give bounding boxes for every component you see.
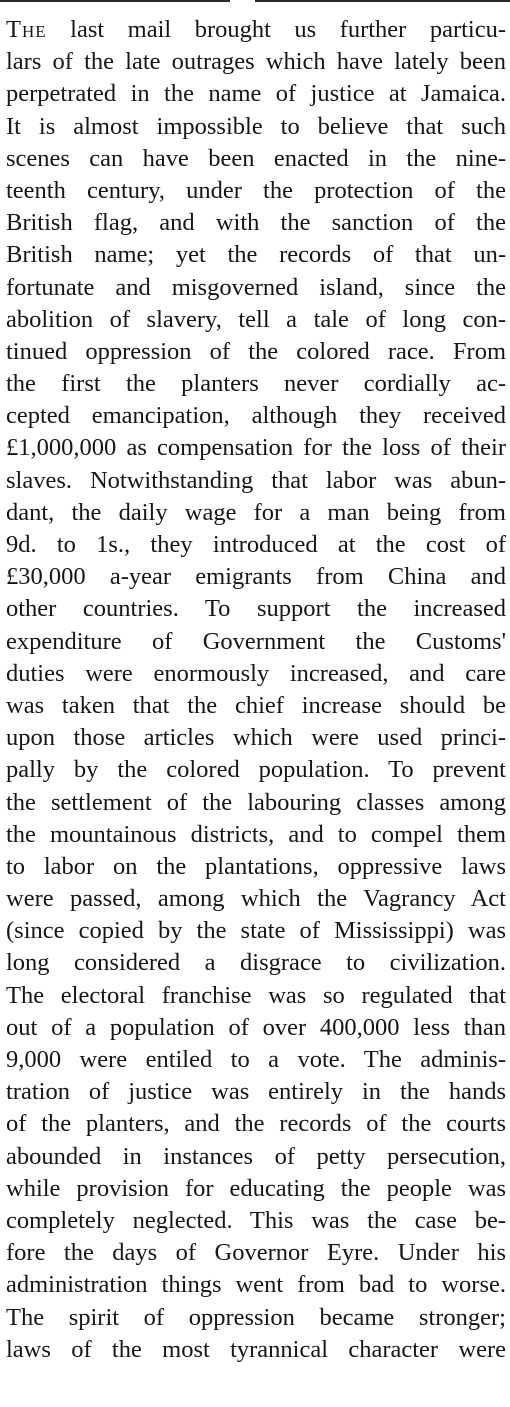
article-line: fortunate and misgoverned island, since the <box>6 273 506 301</box>
article-line: the first the planters never cordially ac- <box>6 370 506 398</box>
article-line: tinued oppression of the colored race. From <box>6 337 506 365</box>
article-line: was taken that the chief increase should be <box>6 691 506 719</box>
article-line: (since copied by the state of Mississippi) was <box>6 917 506 945</box>
article-line: British name; yet the records of that un- <box>6 241 506 269</box>
article-line: It is almost impossible to believe that such <box>6 112 506 140</box>
article-line: to labor on the plantations, oppressive laws <box>6 852 506 880</box>
top-rule <box>0 0 510 3</box>
article-line: laws of the most tyrannical character were <box>6 1335 506 1363</box>
article-line: fore the days of Governor Eyre. Under his <box>6 1239 506 1267</box>
article-line: expenditure of Government the Customs' <box>6 627 506 655</box>
article-line: upon those articles which were used princi- <box>6 724 506 752</box>
article-line: The electoral franchise was so regulated that <box>6 981 506 1009</box>
article-line: the mountainous districts, and to compel them <box>6 820 506 848</box>
article-line: £1,000,000 as compensation for the loss of their <box>6 434 506 462</box>
article-line: teenth century, under the protection of the <box>6 176 506 204</box>
article-line: completely neglected. This was the case be- <box>6 1206 506 1234</box>
article-line: pally by the colored population. To prevent <box>6 756 506 784</box>
article-line: The spirit of oppression became stronger; <box>6 1303 506 1331</box>
article-line: British flag, and with the sanction of the <box>6 209 506 237</box>
article-line: scenes can have been enacted in the nine- <box>6 144 506 172</box>
lead-word: The <box>6 16 47 43</box>
article-line: other countries. To support the increased <box>6 595 506 623</box>
article-line: 9d. to 1s., they introduced at the cost of <box>6 531 506 558</box>
article-line: long considered a disgrace to civilization. <box>6 949 506 977</box>
article-line: were passed, among which the Vagrancy Act <box>6 885 506 913</box>
article-line: £30,000 a-year emigrants from China and <box>6 563 506 591</box>
article-line: the settlement of the labouring classes among <box>6 788 506 816</box>
article-line: tration of justice was entirely in the hands <box>6 1078 506 1106</box>
article-line-text: last mail brought us further particu- <box>70 16 506 43</box>
article-line: of the planters, and the records of the courts <box>6 1110 506 1138</box>
article-line <box>6 14 506 46</box>
article-line: cepted emancipation, although they received <box>6 402 506 430</box>
article-line: lars of the late outrages which have lately been <box>6 48 506 76</box>
article-line: abounded in instances of petty persecution, <box>6 1142 506 1170</box>
article-line: slaves. Notwithstanding that labor was abun- <box>6 466 506 494</box>
article-line: dant, the daily wage for a man being from <box>6 498 506 526</box>
article-line: administration things went from bad to worse. <box>6 1271 506 1299</box>
article-line: abolition of slavery, tell a tale of long con- <box>6 305 506 333</box>
article-line: out of a population of over 400,000 less than <box>6 1013 506 1041</box>
article-line: perpetrated in the name of justice at Jamaica. <box>6 80 506 108</box>
article-line: 9,000 were entiled to a vote. The adminis- <box>6 1046 506 1073</box>
article-column <box>6 14 506 1366</box>
article-line: while provision for educating the people was <box>6 1174 506 1202</box>
article-line: duties were enormously increased, and care <box>6 659 506 687</box>
